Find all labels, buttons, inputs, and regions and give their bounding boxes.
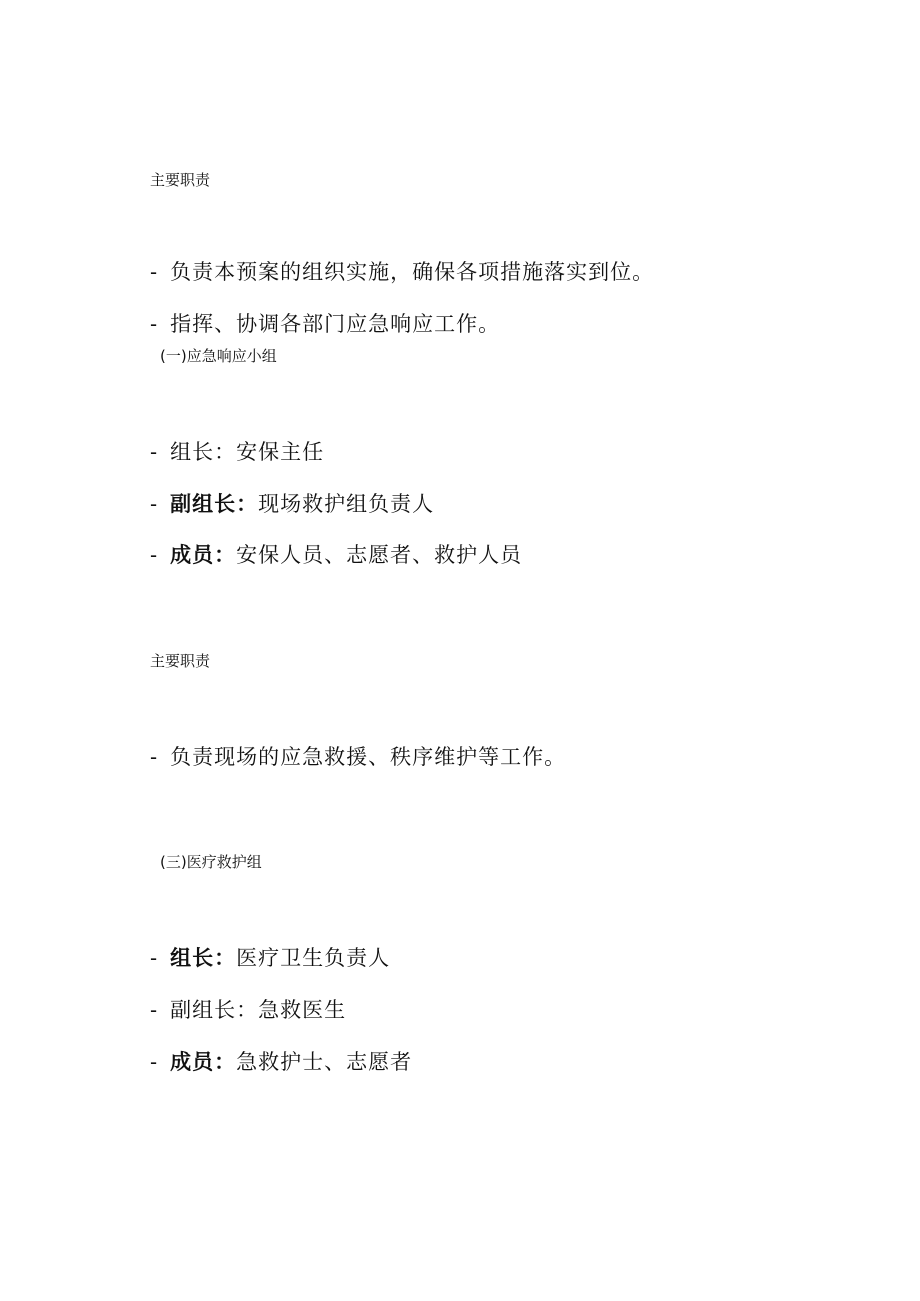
member-item-members — [150, 542, 522, 568]
medical-item-members — [150, 1049, 412, 1075]
member-label: 副组长： — [170, 492, 259, 516]
member-label: 成员： — [170, 1050, 237, 1074]
duty-item-2 — [150, 311, 500, 337]
medical-item-deputy — [150, 997, 346, 1023]
member-label: 组长： — [170, 946, 237, 970]
duty-item-3 — [150, 744, 566, 770]
bullet-dash: - — [150, 440, 159, 464]
member-item-leader — [150, 439, 324, 465]
member-text: 现场救护组负责人 — [258, 492, 435, 516]
member-text: 急救护士、志愿者 — [236, 1050, 413, 1074]
bullet-dash: - — [150, 492, 159, 516]
section-heading-duties-1: 主要职责 — [150, 171, 211, 189]
duty-text: 负责本预案的组织实施，确保各项措施落实到位。 — [170, 260, 655, 284]
bullet-dash: - — [150, 312, 159, 336]
section-heading-duties-2: 主要职责 — [150, 652, 211, 670]
duty-item-1 — [150, 259, 654, 285]
member-label: 成员： — [170, 543, 237, 567]
section-heading-medical-team: (三)医疗救护组 — [160, 853, 262, 871]
bullet-dash: - — [150, 260, 159, 284]
medical-item-leader — [150, 945, 390, 971]
bullet-dash: - — [150, 946, 159, 970]
member-text: 安保人员、志愿者、救护人员 — [236, 543, 523, 567]
duty-text: 指挥、协调各部门应急响应工作。 — [170, 312, 501, 336]
member-text: 副组长：急救医生 — [170, 998, 347, 1022]
bullet-dash: - — [150, 1050, 159, 1074]
member-text: 组长：安保主任 — [170, 440, 325, 464]
member-item-deputy — [150, 491, 434, 517]
bullet-dash: - — [150, 745, 159, 769]
duty-text: 负责现场的应急救援、秩序维护等工作。 — [170, 745, 567, 769]
section-heading-response-team: (一)应急响应小组 — [160, 347, 277, 365]
bullet-dash: - — [150, 998, 159, 1022]
member-text: 医疗卫生负责人 — [236, 946, 391, 970]
bullet-dash: - — [150, 543, 159, 567]
